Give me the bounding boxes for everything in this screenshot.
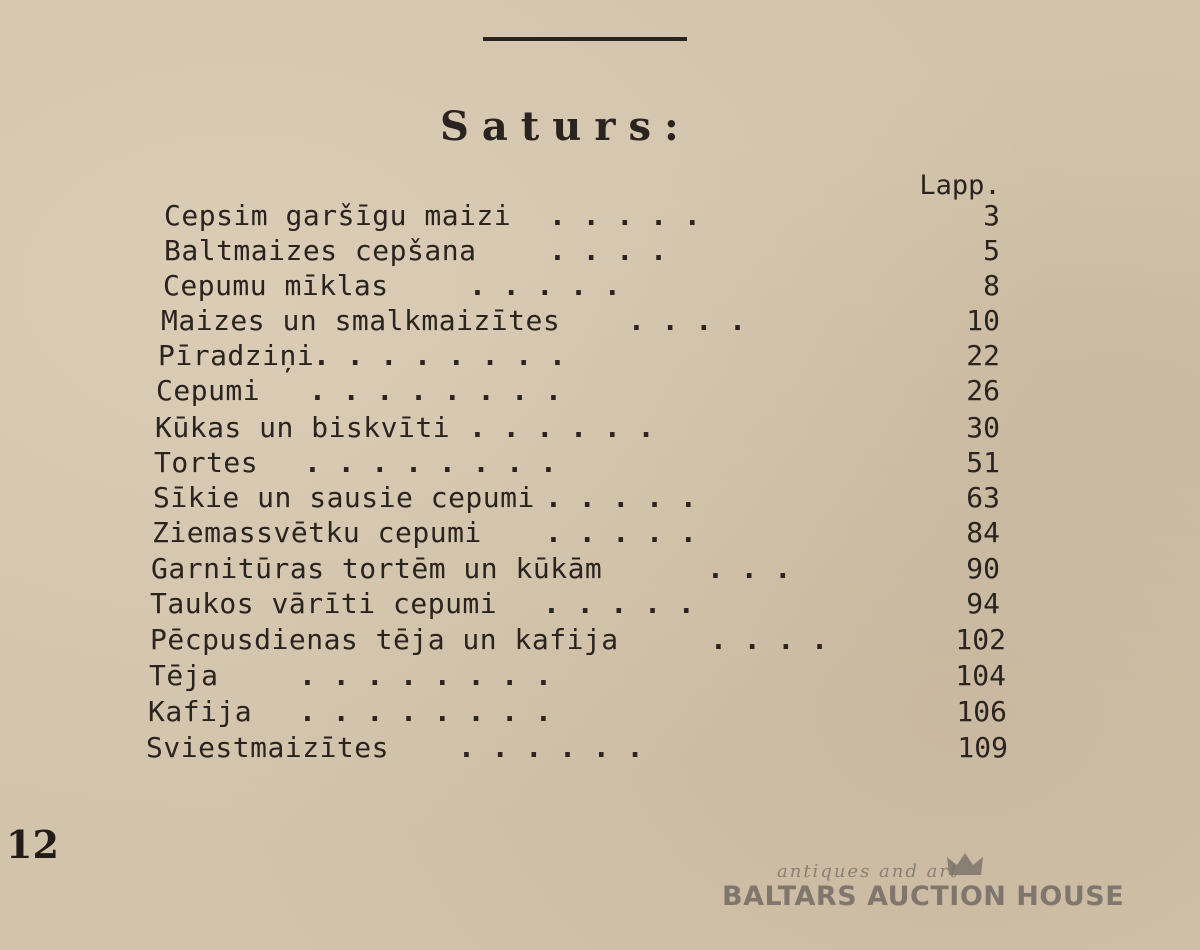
toc-row <box>148 694 1028 729</box>
toc-entry-title: Tēja <box>149 659 219 692</box>
toc-row <box>164 198 1044 233</box>
toc-leader-dots: . . . . . . . . <box>309 374 562 407</box>
toc-entry-title: Sīkie un sausie cepumi <box>153 481 535 514</box>
toc-leader-dots: . . . . . <box>469 269 621 302</box>
toc-entry-title: Maizes un smalkmaizītes <box>161 304 561 337</box>
toc-entry-page: 10 <box>966 304 1000 337</box>
toc-entry-page: 104 <box>955 659 1006 692</box>
toc-entry-page: 22 <box>966 339 1000 372</box>
toc-entry-page: 3 <box>983 199 1000 232</box>
toc-leader-dots: . . . . . . . . <box>313 339 566 372</box>
toc-row <box>149 658 1029 693</box>
toc-entry-page: 30 <box>966 411 1000 444</box>
toc-entry-page: 84 <box>966 516 1000 549</box>
toc-entry-page: 109 <box>957 731 1008 764</box>
toc-row <box>151 551 1031 586</box>
toc-row <box>154 445 1034 480</box>
toc-leader-dots: . . . . . . . . <box>299 695 552 728</box>
toc-row <box>155 410 1035 445</box>
toc-leader-dots: . . . . . . <box>458 731 644 764</box>
toc-entry-title: Kafija <box>148 695 253 728</box>
toc-row <box>164 233 1044 268</box>
toc-entry-title: Pīradziņi <box>158 339 315 372</box>
toc-entry-title: Cepsim garšīgu maizi <box>164 199 512 232</box>
toc-leader-dots: . . . . . <box>549 199 701 232</box>
toc-entry-title: Garnitūras tortēm un kūkām <box>151 552 603 585</box>
toc-row <box>161 303 1041 338</box>
page-column-label: Lapp. <box>919 170 1001 201</box>
toc-entry-title: Pēcpusdienas tēja un kafija <box>150 623 619 656</box>
toc-entry-page: 106 <box>956 695 1007 728</box>
toc-row <box>150 586 1030 621</box>
toc-entry-title: Taukos vārīti cepumi <box>150 587 498 620</box>
toc-leader-dots: . . . . . <box>545 481 697 514</box>
toc-entry-page: 102 <box>955 623 1006 656</box>
toc-entry-title: Sviestmaizītes <box>146 731 390 764</box>
toc-row <box>163 268 1043 303</box>
toc-row <box>152 515 1032 550</box>
toc-row <box>158 338 1038 373</box>
toc-entry-title: Baltmaizes cepšana <box>164 234 477 267</box>
auction-watermark <box>722 855 1125 925</box>
toc-leader-dots: . . . . . <box>545 516 697 549</box>
toc-entry-page: 8 <box>983 269 1000 302</box>
toc-leader-dots: . . . . <box>549 234 668 267</box>
toc-entry-page: 51 <box>966 446 1000 479</box>
toc-leader-dots: . . . <box>707 552 792 585</box>
toc-entry-title: Cepumu mīklas <box>163 269 389 302</box>
page-number: 12 <box>6 822 59 867</box>
toc-entry-title: Kūkas un biskvīti <box>155 411 451 444</box>
toc-entry-page: 26 <box>966 374 1000 407</box>
toc-entry-page: 90 <box>966 552 1000 585</box>
toc-leader-dots: . . . . . . . . <box>304 446 557 479</box>
toc-row <box>146 730 1026 765</box>
toc-leader-dots: . . . . <box>628 304 747 337</box>
toc-entry-page: 63 <box>966 481 1000 514</box>
toc-entry-page: 5 <box>983 234 1000 267</box>
toc-leader-dots: . . . . . <box>543 587 695 620</box>
toc-row <box>153 480 1033 515</box>
toc-row <box>150 622 1030 657</box>
toc-entry-title: Tortes <box>154 446 259 479</box>
page-title: Saturs: <box>440 103 692 150</box>
watermark-name: BALTARS AUCTION HOUSE <box>722 881 1125 912</box>
toc-leader-dots: . . . . <box>710 623 829 656</box>
toc-entry-title: Cepumi <box>156 374 261 407</box>
toc-leader-dots: . . . . . . <box>469 411 655 444</box>
watermark-tagline: antiques and art <box>777 861 960 882</box>
toc-leader-dots: . . . . . . . . <box>299 659 552 692</box>
toc-entry-page: 94 <box>966 587 1000 620</box>
toc-entry-title: Ziemassvētku cepumi <box>152 516 482 549</box>
toc-row <box>156 373 1036 408</box>
